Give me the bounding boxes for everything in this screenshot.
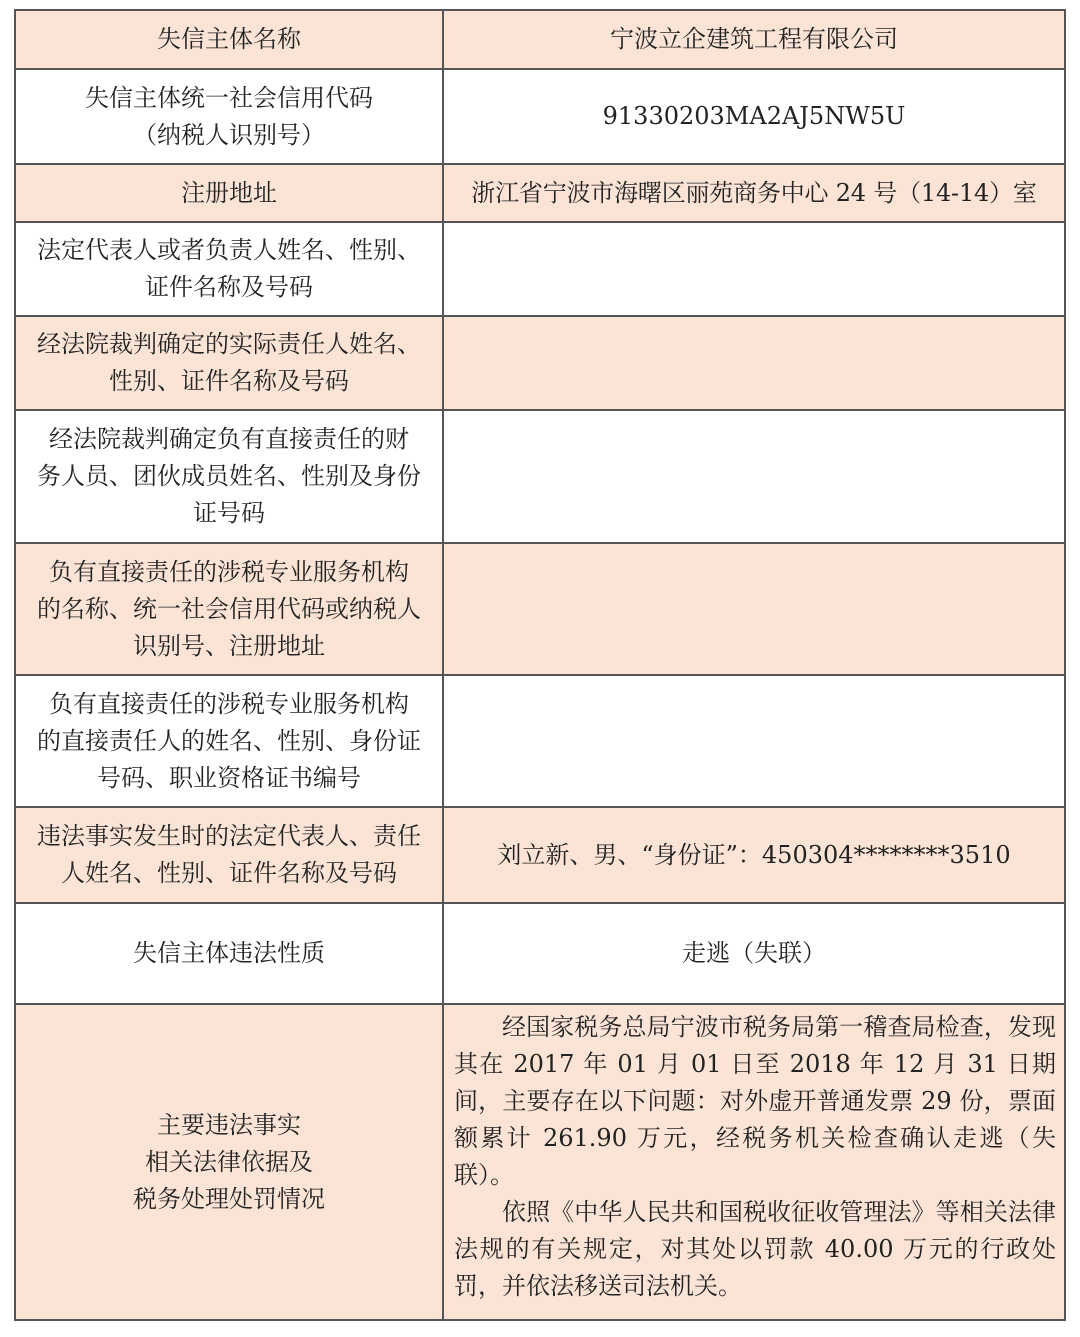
value-violation-nature: 走逃（失联）	[443, 903, 1065, 1004]
row-tax-agency	[15, 543, 1065, 675]
label-financial-staff: 经法院裁判确定负有直接责任的财 务人员、团伙成员姓名、性别及身份 证号码	[15, 410, 443, 543]
row-legal-representative	[15, 222, 1065, 316]
facts-paragraph-penalty: 依照《中华人民共和国税收征收管理法》等相关法律法规的有关规定，对其处以罚款 40.00 万元的行政处罚，并依法移送司法机关。	[454, 1198, 1056, 1300]
facts-paragraph-inspection: 经国家税务总局宁波市税务局第一稽查局检查，发现其在 2017 年 01 月 01 日至 2018 年 12 月 31 日期间，主要存在以下问题：对外虚开普通发票 29 份，票面额累计 261.90 万元，经税务机关检查确认走逃（失联）。	[454, 1013, 1056, 1189]
label-tax-agency: 负有直接责任的涉税专业服务机构 的名称、统一社会信用代码或纳税人 识别号、注册地址	[15, 543, 443, 675]
value-entity-name: 宁波立企建筑工程有限公司	[443, 10, 1065, 69]
value-financial-staff	[443, 410, 1065, 543]
value-violation-facts	[443, 1004, 1065, 1320]
taxpayer-info-table	[14, 9, 1066, 1321]
label-violation-facts: 主要违法事实 相关法律依据及 税务处理处罚情况	[15, 1004, 443, 1320]
row-tax-agency-person	[15, 675, 1065, 807]
label-legal-representative: 法定代表人或者负责人姓名、性别、 证件名称及号码	[15, 222, 443, 316]
value-credit-code: 91330203MA2AJ5NW5U	[443, 69, 1065, 164]
row-representative-at-violation	[15, 807, 1065, 903]
value-tax-agency-person	[443, 675, 1065, 807]
row-violation-facts	[15, 1004, 1065, 1320]
value-actual-responsible-person	[443, 316, 1065, 410]
row-financial-staff	[15, 410, 1065, 543]
label-credit-code: 失信主体统一社会信用代码 （纳税人识别号）	[15, 69, 443, 164]
row-entity-name	[15, 10, 1065, 69]
value-tax-agency	[443, 543, 1065, 675]
label-tax-agency-person: 负有直接责任的涉税专业服务机构 的直接责任人的姓名、性别、身份证 号码、职业资格证书编号	[15, 675, 443, 807]
row-violation-nature	[15, 903, 1065, 1004]
label-entity-name: 失信主体名称	[15, 10, 443, 69]
value-registered-address: 浙江省宁波市海曙区丽苑商务中心 24 号（14-14）室	[443, 164, 1065, 222]
label-registered-address: 注册地址	[15, 164, 443, 222]
label-violation-nature: 失信主体违法性质	[15, 903, 443, 1004]
value-legal-representative	[443, 222, 1065, 316]
row-credit-code	[15, 69, 1065, 164]
label-actual-responsible-person: 经法院裁判确定的实际责任人姓名、 性别、证件名称及号码	[15, 316, 443, 410]
row-registered-address	[15, 164, 1065, 222]
value-representative-at-violation: 刘立新、男、“身份证”：450304********3510	[443, 807, 1065, 903]
label-representative-at-violation: 违法事实发生时的法定代表人、责任 人姓名、性别、证件名称及号码	[15, 807, 443, 903]
row-actual-responsible-person	[15, 316, 1065, 410]
